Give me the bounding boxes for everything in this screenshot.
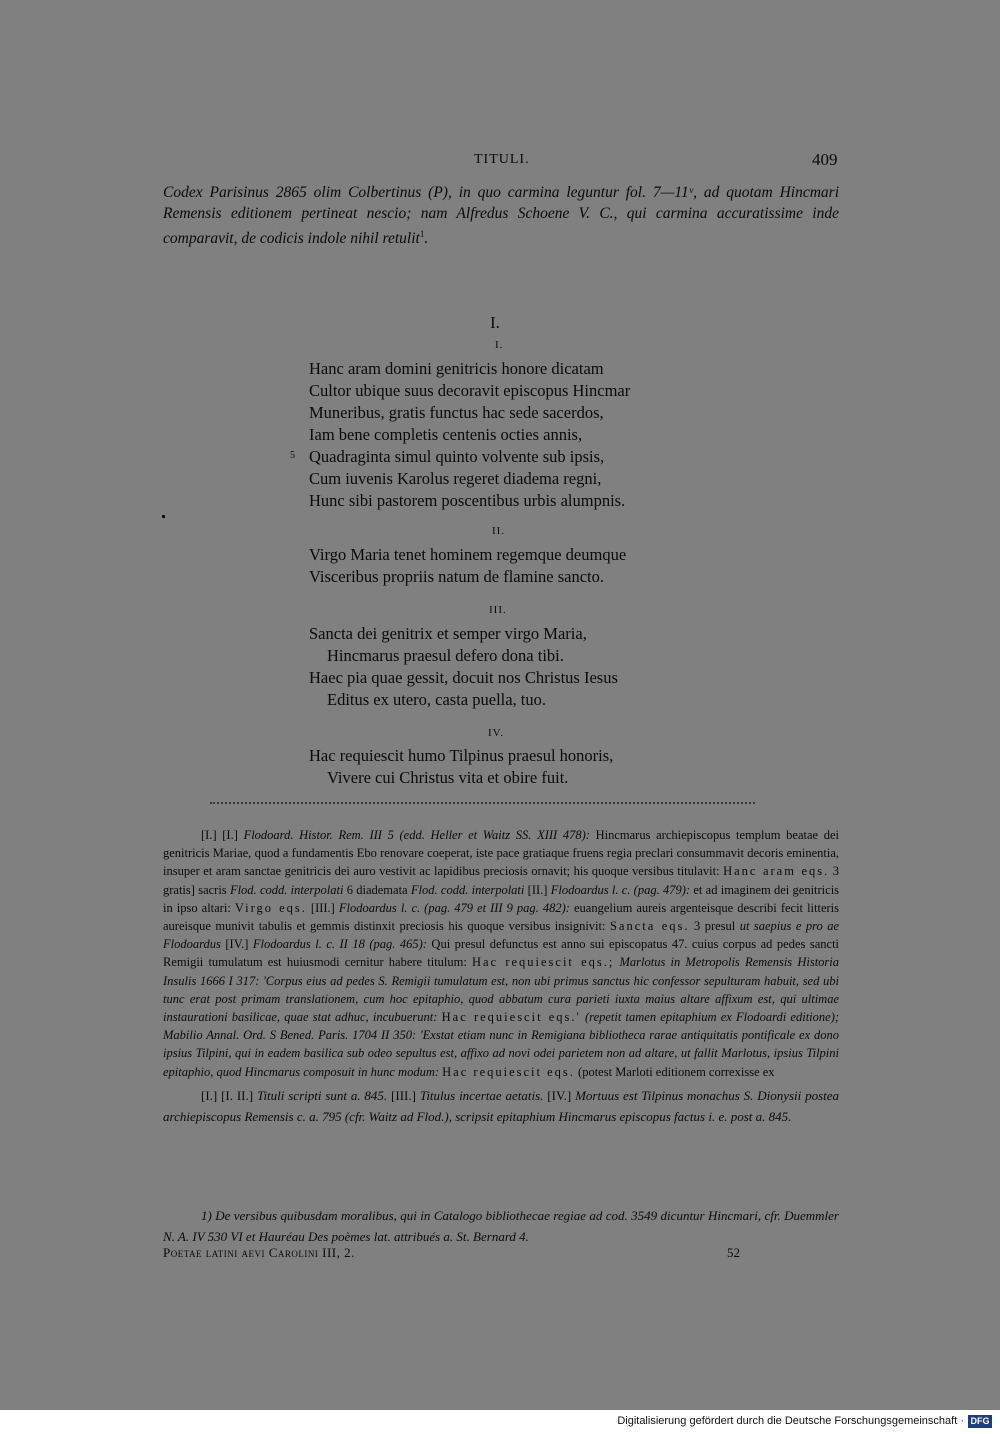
note-text: et ad imaginem dei genitricis in ipso altari:	[163, 882, 840, 915]
note-source: Flod. codd. interpolati	[410, 882, 525, 897]
verse-line: Haec pia quae gessit, docuit nos Christus Iesus	[309, 668, 618, 687]
note-text: Tituli scripti sunt a. 845.	[256, 1087, 388, 1103]
poem-numeral-1: I.	[495, 339, 504, 351]
verse-line: Quadraginta simul quinto volvente sub ipsis,	[309, 447, 605, 466]
verse-line: Hanc aram domini genitricis honore dicatam	[309, 359, 604, 378]
line-number: 5	[290, 450, 295, 461]
poem-numeral-3: III.	[489, 604, 507, 616]
poem-numeral-4: IV.	[488, 727, 504, 739]
verse-line: Hincmarus praesul defero dona tibi.	[327, 646, 564, 665]
note-source: Flodoardus l. c. (pag. 479 et III 9 pag. 482):	[338, 900, 570, 915]
note-text: 6 diademata	[346, 882, 408, 897]
verse-line: Editus ex utero, casta puella, tuo.	[327, 690, 547, 709]
verse-line: Hunc sibi pastorem poscentibus urbis alumpnis.	[309, 491, 626, 510]
verse-line: Cultor ubique suus decoravit episcopus Hincmar	[309, 381, 631, 400]
signature-line	[163, 1245, 839, 1265]
note-source: Flodoardus l. c. II 18 (pag. 465):	[252, 937, 427, 952]
verse-line: Cum iuvenis Karolus regeret diadema regni,	[309, 469, 602, 488]
intro-text: Codex Parisinus 2865 olim Colbertinus (P), in quo carmina leguntur fol. 7—11ᵛ, ad quotam Hincmari Remensis editionem pertineat nescio; nam Alfredus Schoene V. C., qui carmina accuratissime inde comparavit, de codicis indole nihil retulit	[163, 184, 839, 248]
footnote-text: 1) De versibus quibusdam moralibus, qui in Catalogo bibliothecae regiae ad cod. 3549 dicuntur Hincmari, cfr. Duemmler N. A. IV 530 VI et Hauréau Des poèmes lat. attribués a. St. Bernard 4.	[163, 1208, 839, 1244]
note-text: Qui presul defunctus est anno sui episcopatus 47. cuius corpus ad pedes sancti Remigii tumulatum est huiusmodi cernitur habere titulum:	[163, 937, 840, 970]
note-text: 3 gratis] sacris	[163, 864, 840, 897]
note-incipit: Hac requiescit eqs.	[442, 1064, 575, 1079]
page-number: 409	[812, 150, 838, 169]
verse-line: Visceribus propriis natum de flamine sancto.	[309, 567, 605, 586]
funding-text: Digitalisierung gefördert durch die Deutsche Forschungsgemeinschaft ·	[617, 1415, 964, 1427]
note-ref: [IV.]	[547, 1087, 572, 1103]
note-source: Flodoard. Histor. Rem. III 5 (edd. Heller et Waitz SS. XIII 478):	[243, 828, 590, 842]
footnote-mark: 1	[419, 229, 425, 239]
section-numeral: I.	[490, 313, 500, 332]
note-incipit: Hac requiescit eqs.'	[441, 1010, 581, 1025]
signature-number: 52	[727, 1245, 740, 1260]
critical-notes	[163, 826, 839, 1127]
intro-paragraph	[163, 182, 839, 249]
note-text: 3 presul	[693, 919, 736, 934]
note-ref: [III.]	[391, 1087, 416, 1103]
note-incipit: Sancta eqs.	[609, 919, 690, 934]
note-source: ut saepius e pro ae Flodoardus	[163, 919, 840, 952]
note-incipit: Hac requiescit eqs.;	[472, 955, 615, 970]
running-title: TITULI.	[474, 152, 530, 167]
note-text: Hincmarus archiepiscopus templum beatae dei genitricis Mariae, quod a fundamentis Ebo renovare coeperat, iste pace gratiaque fruens regia preclari consummavit decoris eminentia, insuper et aram sanctae genitricis dei auro vestivit ac lapidibus preciosis ornavit; his quoque versibus titulavit:	[163, 828, 840, 879]
verse-line: Hac requiescit humo Tilpinus praesul honoris,	[309, 746, 614, 765]
running-head	[0, 150, 1000, 174]
note-source: Flod. codd. interpolati	[229, 882, 344, 897]
note-text: euangelium aureis argenteisque describi fecit litteris aureisque munivit tabulis et gemmis distinxit preciosis his quoque versibus insignivit:	[163, 900, 840, 934]
funding-bar	[0, 1410, 1000, 1434]
footnote	[163, 1205, 839, 1247]
verse-line: Sancta dei genitrix et semper virgo Maria,	[309, 624, 587, 643]
intro-end: .	[424, 230, 429, 248]
note-ref: [I.] [I. II.]	[201, 1087, 254, 1103]
note-text: Mortuus est Tilpinus monachus S. Dionysii postea archiepiscopus Remensis c. a. 795 (cfr. Waitz ad Flod.), scripsit epitaphium Hincmarus episcopus factus i. e. post a. 845.	[163, 1087, 840, 1124]
note-incipit: Virgo eqs.	[234, 900, 307, 915]
note-text: Titulus incertae aetatis.	[419, 1087, 544, 1103]
note-ref: [IV.]	[225, 937, 249, 952]
note-source: Flodoardus l. c. (pag. 479):	[550, 882, 691, 897]
dfg-logo-icon: DFG	[968, 1415, 992, 1428]
verse-line: Virgo Maria tenet hominem regemque deumque	[309, 545, 627, 564]
scan-speck	[162, 515, 165, 518]
note-ref: [III.]	[310, 900, 335, 915]
verse-line: Iam bene completis centenis octies annis,	[309, 425, 583, 444]
notes-paragraph	[163, 826, 839, 1081]
note-quote: (repetit tamen epitaphium ex Flodoardi editione); Mabilio Annal. Ord. S Bened. Paris. 1704 II 350: 'Exstat etiam nunc in Remigiana bibliotheca rarae antiquitatis pontificale ex dono ipsius Tilpini, qui in eadem basilica sub odeo sepultus est, affixo ad novi odei parietem non ad altare, ut fallit Marlotus, ipsius Tilpini epitaphio, quod Hincmarus composuit in hunc modum:	[163, 1010, 840, 1079]
dating-paragraph	[163, 1085, 839, 1127]
separator-rule	[210, 802, 755, 804]
verse-line: Vivere cui Christus vita et obire fuit.	[327, 768, 569, 787]
note-ref: [II.]	[527, 882, 548, 897]
note-incipit: Hanc aram eqs.	[723, 864, 830, 879]
note-text: (potest Marloti editionem correxisse ex	[578, 1064, 775, 1079]
note-quote: Marlotus in Metropolis Remensis Historia Insulis 1666 I 317: 'Corpus eius ad pedes S. Remigii tumulatum est, non ubi primus sanctus hic confessor sepulturam habuit, sed ubi tunc erat post primam translationem, cum hoc epitaphio, quod abbatum cura parieti iuxta maius altare affixum est, qui ultimae instaurationi basilicae, quae stat adhuc, incubuerunt:	[163, 955, 840, 1025]
poem-numeral-2: II.	[492, 525, 506, 537]
verse-line: Muneribus, gratis functus hac sede sacerdos,	[309, 403, 604, 422]
signature-title: Poetae latini aevi Carolini III, 2.	[163, 1245, 355, 1260]
note-ref: [I.] [I.]	[201, 828, 238, 842]
